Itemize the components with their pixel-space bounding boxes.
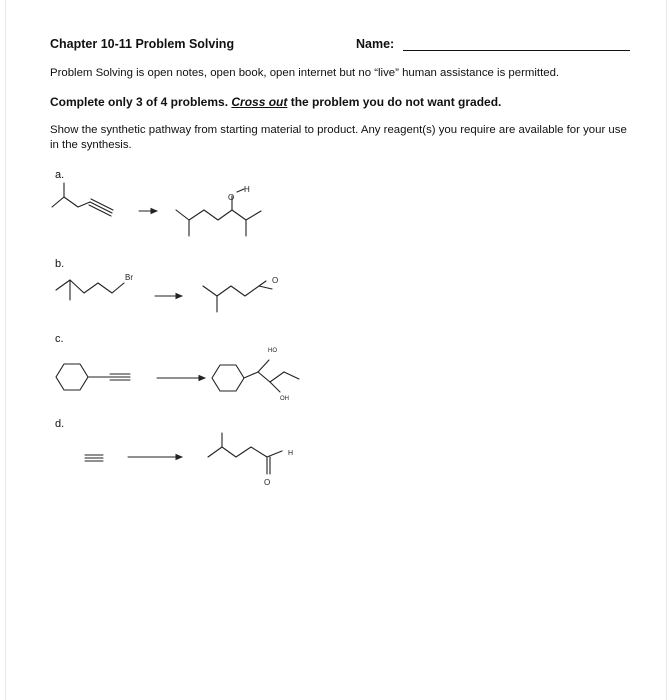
problem-c-product xyxy=(212,348,299,402)
problem-b-label: b. xyxy=(55,258,65,270)
problem-d-label: d. xyxy=(55,418,65,430)
problem-b-oxygen-label: O xyxy=(272,276,279,285)
problem-b-starting-material xyxy=(56,273,133,300)
problem-a-starting-material xyxy=(52,183,113,216)
problem-d-hydrogen-label: H xyxy=(288,450,294,457)
structures-canvas xyxy=(6,0,666,700)
problem-a-label: a. xyxy=(55,169,65,181)
instruction-suffix: the problem you do not want graded. xyxy=(287,95,502,109)
problem-c-hydroxyl-label-top: HO xyxy=(268,348,277,354)
problem-b-bromine-label: Br xyxy=(125,273,133,282)
name-label: Name: xyxy=(356,37,395,51)
problem-d-starting-material xyxy=(85,455,103,461)
intro-text: Problem Solving is open notes, open book, open internet but no “live” human assistance is permitted. xyxy=(50,67,560,79)
problem-a-hydrogen-label: H xyxy=(244,185,250,194)
document-page xyxy=(6,0,666,700)
problem-b-product xyxy=(203,276,278,312)
problem-c-hydroxyl-label-bottom: OH xyxy=(280,396,289,402)
problem-d-oxygen-label: O xyxy=(264,478,271,487)
problem-d-product xyxy=(208,433,293,487)
task-text: Show the synthetic pathway from starting material to product. Any reagent(s) you require are available for your use in the synthesis. xyxy=(50,124,627,151)
problem-a-product xyxy=(176,185,261,236)
page-title: Chapter 10-11 Problem Solving xyxy=(50,37,235,51)
problem-c-label: c. xyxy=(55,333,64,345)
instruction-prefix: Complete only 3 of 4 problems. xyxy=(50,95,232,109)
instruction-cross-out: Cross out xyxy=(231,95,288,109)
problem-c-starting-material xyxy=(56,364,130,390)
problem-a-oxygen-label: O xyxy=(228,193,235,202)
